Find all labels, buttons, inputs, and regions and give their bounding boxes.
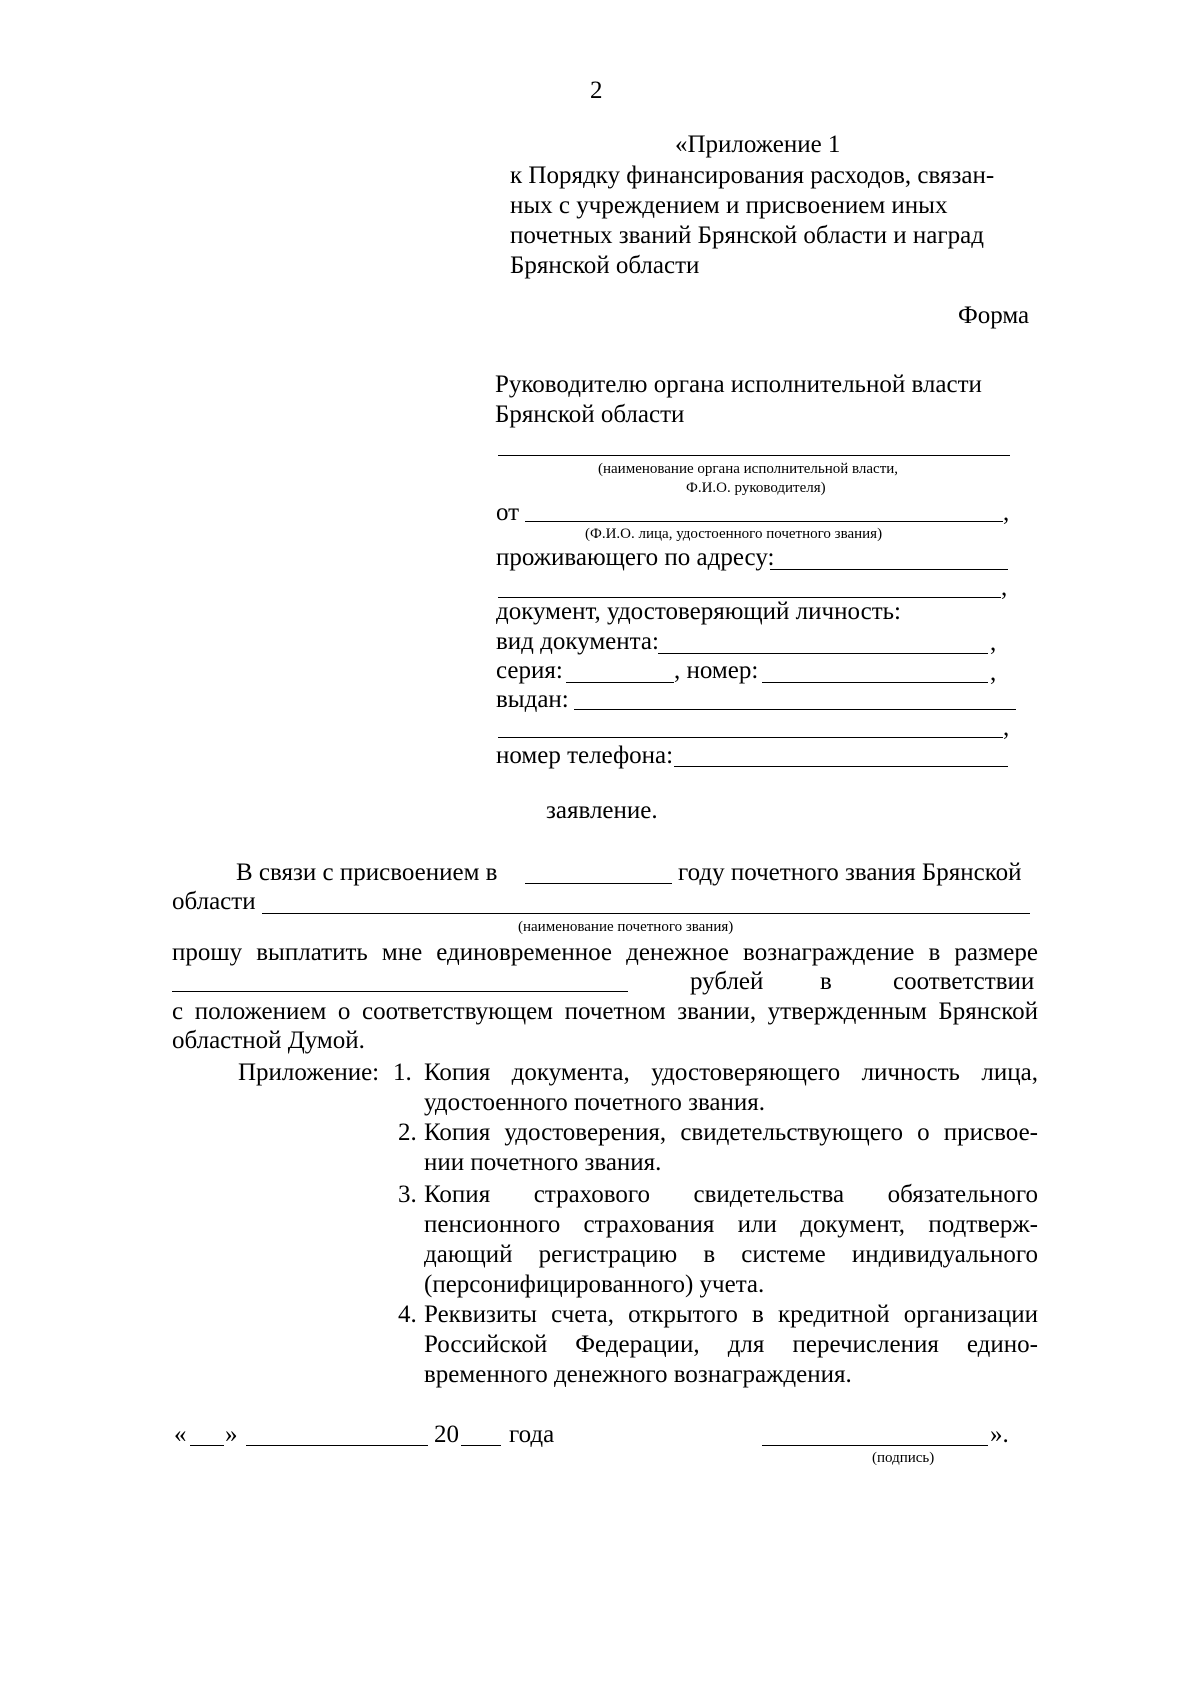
series-line[interactable] [566,682,674,683]
authority-name-line[interactable] [498,455,1010,456]
attachment-1-number: 1. [393,1059,412,1086]
date-year-line[interactable] [461,1445,501,1446]
appendix-title: «Приложение 1 [675,131,841,158]
attachment-1-line-1: Копия документа, удостоверяющего личность лица, [424,1059,1038,1086]
date-quote-close: » [225,1421,238,1448]
body-p4-word-2: в [820,968,832,995]
phone-line[interactable] [674,766,1008,767]
from-caption: (Ф.И.О. лица, удостоенного почетного звания) [585,526,883,542]
closing-quote: ». [990,1421,1009,1448]
body-p6: областной Думой. [172,1027,365,1054]
doc-type-line[interactable] [658,653,988,654]
body-p5: с положением о соответствующем почетном звании, утвержденным Брянской [172,998,1038,1025]
attachment-3-line-2: пенсионного страхования или документ, подтверж- [424,1211,1038,1238]
id-document-label: документ, удостоверяющий личность: [496,598,901,625]
body-p4-word-1: рублей [690,968,764,995]
attachment-2-line-1: Копия удостоверения, свидетельствующего о присвое- [424,1119,1038,1146]
signature-line[interactable] [762,1445,988,1446]
attachment-2-line-2: нии почетного звания. [424,1149,662,1176]
award-name-caption: (наименование почетного звания) [518,919,734,935]
issued-label: выдан: [496,686,569,713]
from-name-line[interactable] [525,521,1003,522]
application-title: заявление. [546,797,658,824]
date-day-line[interactable] [190,1445,224,1446]
body-p3: прошу выплатить мне единовременное денежное вознаграждение в размере [172,939,1038,966]
from-label: от [496,499,520,526]
amount-line[interactable] [172,991,628,992]
attachment-4-line-2: Российской Федерации, для перечисления едино- [424,1331,1038,1358]
signature-caption: (подпись) [872,1450,935,1466]
addressee-line-1: Руководителю органа исполнительной власти [495,371,982,398]
number-comma: , [990,659,997,686]
award-year-line[interactable] [525,883,672,884]
attachments-label: Приложение: [238,1059,380,1086]
appendix-line-4: почетных званий Брянской области и наград [510,222,984,249]
date-quote-open: « [174,1421,187,1448]
from-comma: , [1003,499,1010,526]
attachment-1-line-2: удостоенного почетного звания. [424,1089,766,1116]
attachment-3-line-3: дающий регистрацию в системе индивидуального [424,1241,1038,1268]
address-comma: , [1001,574,1008,601]
address-line-1[interactable] [770,569,1008,570]
appendix-line-3: ных с учреждением и присвоением иных [510,192,948,219]
attachment-4-number: 4. [398,1301,417,1328]
attachment-3-line-4: (персонифицированного) учета. [424,1271,765,1298]
number-label: , номер: [674,657,759,684]
body-p4-word-3: соответствии [893,968,1035,995]
attachment-4-line-1: Реквизиты счета, открытого в кредитной организации [424,1301,1038,1328]
authority-caption-1: (наименование органа исполнительной власти, [598,461,899,477]
appendix-line-2: к Порядку финансирования расходов, связан- [510,162,995,189]
phone-label: номер телефона: [496,742,674,769]
attachment-3-number: 3. [398,1181,417,1208]
page-number: 2 [590,77,603,104]
date-year-prefix: 20 [434,1421,459,1448]
award-name-line[interactable] [262,913,1030,914]
doc-type-label: вид документа: [496,628,659,655]
addressee-line-2: Брянской области [495,401,685,428]
body-p1-end: году почетного звания Брянской [678,859,1022,886]
doc-type-comma: , [990,629,997,656]
attachment-2-number: 2. [398,1119,417,1146]
date-month-line[interactable] [246,1445,428,1446]
body-p2-start: области [172,888,256,915]
attachment-3-line-1: Копия страхового свидетельства обязательного [424,1181,1038,1208]
authority-caption-2: Ф.И.О. руководителя) [686,480,826,496]
issued-comma: , [1003,714,1010,741]
form-label: Форма [958,302,1030,329]
attachment-4-line-3: временного денежного вознаграждения. [424,1361,852,1388]
date-year-suffix: года [509,1421,555,1448]
appendix-line-5: Брянской области [510,252,700,279]
issued-line-1[interactable] [574,709,1016,710]
body-p1-start: В связи с присвоением в [236,859,498,886]
issued-line-2[interactable] [498,737,1003,738]
number-line[interactable] [762,682,988,683]
address-label: проживающего по адресу: [496,544,775,571]
series-label: серия: [496,657,563,684]
